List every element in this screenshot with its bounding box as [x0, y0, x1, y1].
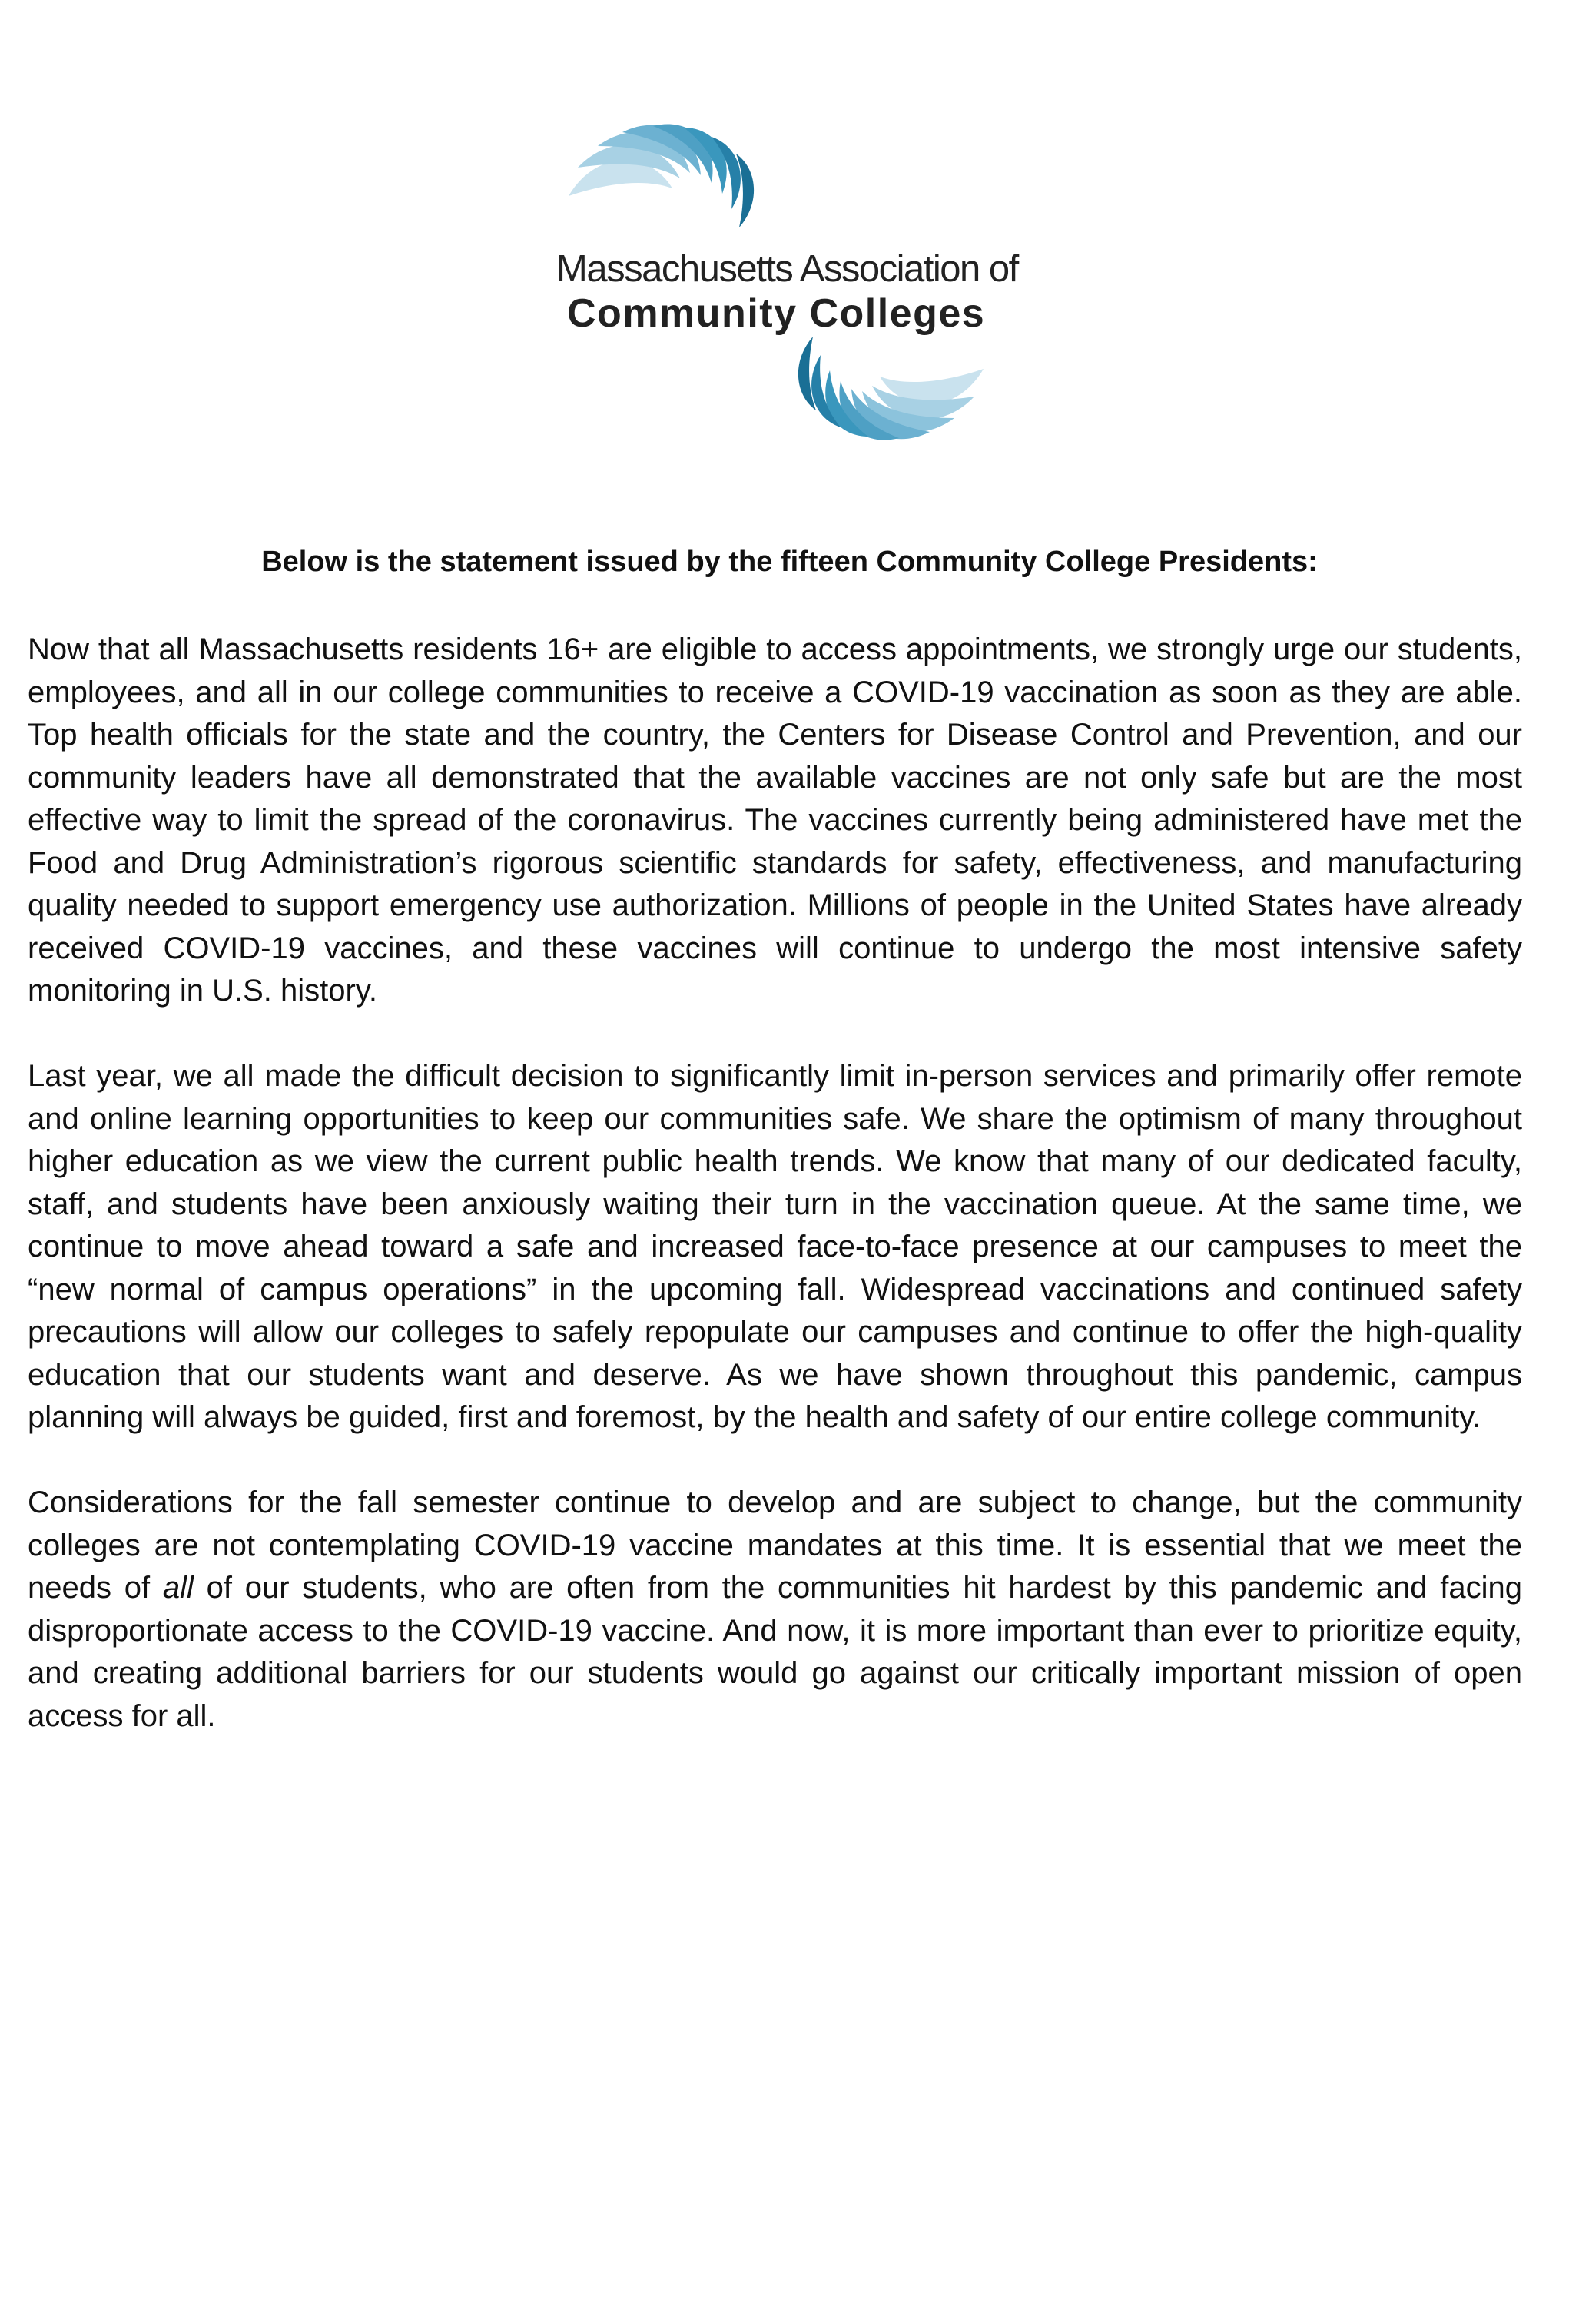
paragraph-2: Last year, we all made the difficult decision to significantly limit in-person services and primarily offer remote and online learning opportunities to keep our communities safe. We share the optimism of many throughout higher education as we view the current public health trends. We know that many of our dedicated faculty, staff, and students have been anxiously waiting their turn in the vaccination queue. At the same time, we continue to move ahead toward a safe and increased face-to-face presence at our campuses to meet the “new normal of campus operations” in the upcoming fall. Widespread vaccinations and continued safety precautions will allow our colleges to safely repopulate our campuses and continue to offer the high-quality education that our students want and deserve. As we have shown throughout this pandemic, campus planning will always be guided, first and foremost, by the health and safety of our entire college community. — [28, 1059, 1522, 1434]
emphasis-all: all — [162, 1571, 194, 1605]
lower-fan-icon — [798, 337, 984, 440]
upper-fan-icon — [569, 124, 754, 227]
paragraph-1: Now that all Massachusetts residents 16+ are eligible to access appointments, we strongly urge our students, employees, and all in our college communities to receive a COVID-19 vaccination as soon as they are able. Top health officials for the state and the country, the Centers for Disease Control and Prevention, and our community leaders have all demonstrated that the available vaccines are not only safe but are the most effective way to limit the spread of the coronavirus. The vaccines currently being administered have met the Food and Drug Administration’s rigorous scientific standards for safety, effectiveness, and manufacturing quality needed to support emergency use authorization. Millions of people in the United States have already received COVID-19 vaccines, and these vaccines will continue to undergo the most intensive safety monitoring in U.S. history. — [28, 632, 1522, 1008]
macc-logo — [538, 115, 1018, 469]
statement-heading: Below is the statement issued by the fifteen Community College Presidents: — [261, 546, 1318, 578]
paragraph-3 — [28, 1482, 1522, 1738]
logo-text-line1: Massachusetts Association of — [556, 248, 1018, 290]
statement-body — [28, 629, 1522, 1781]
paragraph-3-part-2: of our students, who are often from the communities hit hardest by this pandemic and facing disproportionate access to the COVID-19 vaccine. And now, it is more important than ever to prioritize equity, and creating additional barriers for our students would go against our critically important mission of open access for all. — [28, 1571, 1522, 1733]
paragraph-3-part-1: Considerations for the fall semester continue to develop and are subject to change, but the community colleges are not contemplating COVID-19 vaccine mandates at this time. It is essential that we meet the needs of — [28, 1486, 1522, 1605]
logo-text-line2: Community Colleges — [567, 291, 986, 336]
